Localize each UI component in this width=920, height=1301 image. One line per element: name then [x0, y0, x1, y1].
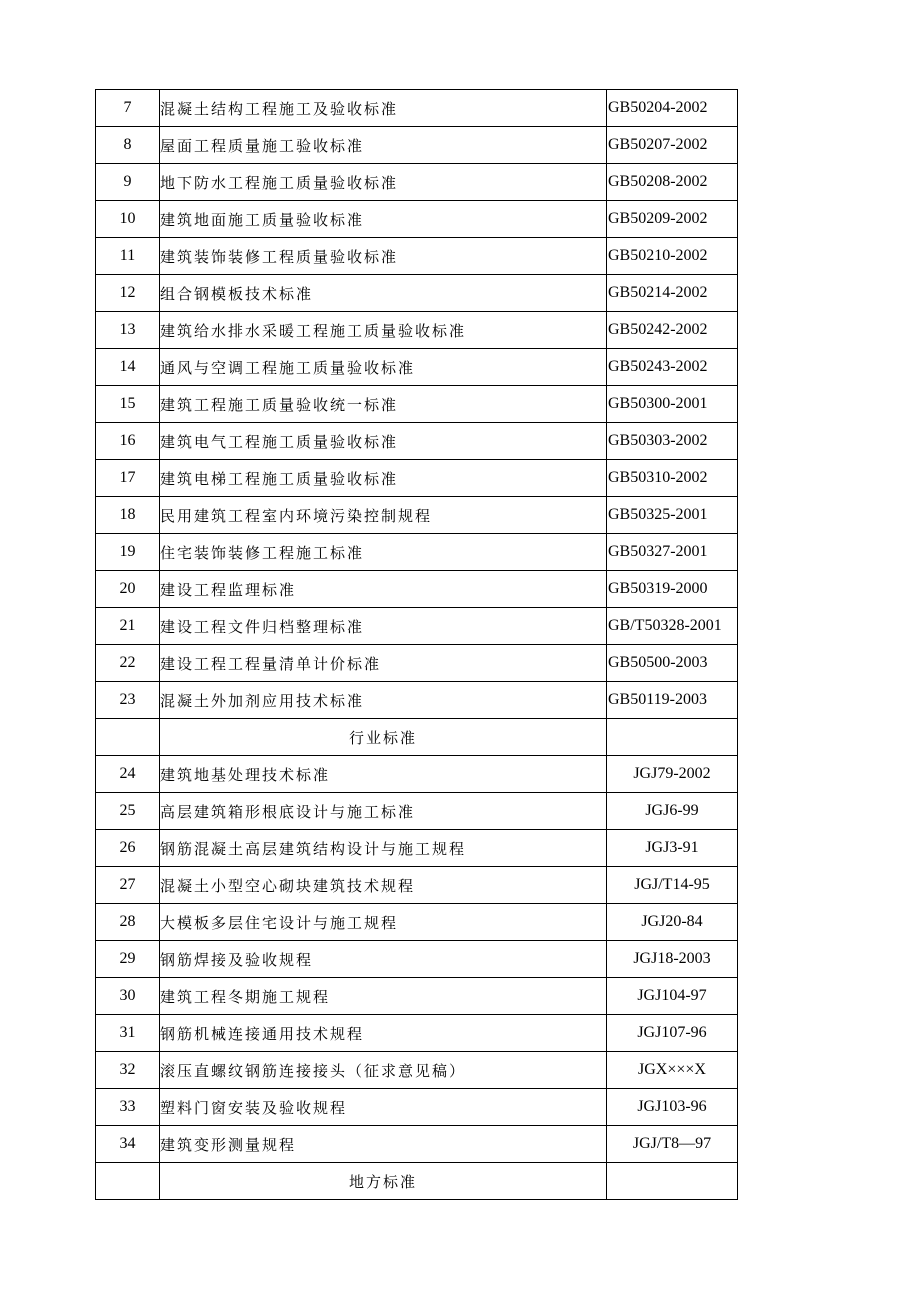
- standard-code: JGJ103-96: [607, 1089, 738, 1126]
- standard-code: JGJ/T8—97: [607, 1126, 738, 1163]
- table-row: [96, 867, 738, 904]
- row-number: 21: [96, 608, 160, 645]
- standard-code: GB50500-2003: [607, 645, 738, 682]
- standard-code: GB50204-2002: [607, 90, 738, 127]
- table-row: [96, 1015, 738, 1052]
- row-number: 16: [96, 423, 160, 460]
- row-number: 31: [96, 1015, 160, 1052]
- row-number: 13: [96, 312, 160, 349]
- row-number: 10: [96, 201, 160, 238]
- standard-name: 建筑装饰装修工程质量验收标准: [160, 238, 607, 275]
- row-number: 25: [96, 793, 160, 830]
- table-row: [96, 830, 738, 867]
- standard-code: GB50208-2002: [607, 164, 738, 201]
- row-number: 17: [96, 460, 160, 497]
- table-row: [96, 571, 738, 608]
- standard-name: 混凝土结构工程施工及验收标准: [160, 90, 607, 127]
- row-number: 7: [96, 90, 160, 127]
- table-row: [96, 497, 738, 534]
- standard-name: 建筑工程施工质量验收统一标准: [160, 386, 607, 423]
- standard-name: 建筑变形测量规程: [160, 1126, 607, 1163]
- table-row: [96, 238, 738, 275]
- standard-name: 建筑地面施工质量验收标准: [160, 201, 607, 238]
- standard-code: JGJ107-96: [607, 1015, 738, 1052]
- standard-name: 屋面工程质量施工验收标准: [160, 127, 607, 164]
- standard-name: 组合钢模板技术标准: [160, 275, 607, 312]
- table-row: [96, 534, 738, 571]
- table-row: [96, 793, 738, 830]
- standard-name: 地下防水工程施工质量验收标准: [160, 164, 607, 201]
- standard-code: GB50243-2002: [607, 349, 738, 386]
- table-row: [96, 164, 738, 201]
- standard-code: GB50327-2001: [607, 534, 738, 571]
- section-code-cell: [607, 1163, 738, 1200]
- row-number: 33: [96, 1089, 160, 1126]
- standard-name: 建筑电梯工程施工质量验收标准: [160, 460, 607, 497]
- row-number: 11: [96, 238, 160, 275]
- row-number: 26: [96, 830, 160, 867]
- row-number: 30: [96, 978, 160, 1015]
- table-row: [96, 904, 738, 941]
- row-number: 28: [96, 904, 160, 941]
- standard-name: 住宅装饰装修工程施工标准: [160, 534, 607, 571]
- standard-name: 通风与空调工程施工质量验收标准: [160, 349, 607, 386]
- standard-code: JGJ6-99: [607, 793, 738, 830]
- table-row: [96, 608, 738, 645]
- row-number: 29: [96, 941, 160, 978]
- table-row: [96, 460, 738, 497]
- section-num-cell: [96, 719, 160, 756]
- table-row: [96, 1052, 738, 1089]
- local-section: [96, 1163, 738, 1200]
- row-number: 23: [96, 682, 160, 719]
- standard-name: 建设工程工程量清单计价标准: [160, 645, 607, 682]
- section-code-cell: [607, 719, 738, 756]
- standard-code: JGJ18-2003: [607, 941, 738, 978]
- row-number: 27: [96, 867, 160, 904]
- table-row: [96, 1126, 738, 1163]
- standard-name: 高层建筑箱形根底设计与施工标准: [160, 793, 607, 830]
- row-number: 22: [96, 645, 160, 682]
- standard-name: 钢筋混凝土高层建筑结构设计与施工规程: [160, 830, 607, 867]
- standard-code: GB50319-2000: [607, 571, 738, 608]
- table-row: [96, 312, 738, 349]
- row-number: 8: [96, 127, 160, 164]
- standard-code: GB50209-2002: [607, 201, 738, 238]
- standard-code: GB50214-2002: [607, 275, 738, 312]
- table-row: [96, 941, 738, 978]
- table-row: [96, 201, 738, 238]
- standard-code: JGJ3-91: [607, 830, 738, 867]
- section-row-local: [96, 1163, 738, 1200]
- standard-name: 建筑地基处理技术标准: [160, 756, 607, 793]
- standard-name: 建筑工程冬期施工规程: [160, 978, 607, 1015]
- standard-name: 建筑电气工程施工质量验收标准: [160, 423, 607, 460]
- row-number: 24: [96, 756, 160, 793]
- standard-name: 钢筋焊接及验收规程: [160, 941, 607, 978]
- section-row-industry: [96, 719, 738, 756]
- standard-name: 建设工程监理标准: [160, 571, 607, 608]
- industry-standards-rows: [96, 756, 738, 1163]
- table-row: [96, 349, 738, 386]
- standard-code: JGJ/T14-95: [607, 867, 738, 904]
- standard-code: GB50119-2003: [607, 682, 738, 719]
- standard-name: 建筑给水排水采暖工程施工质量验收标准: [160, 312, 607, 349]
- standard-code: JGJ20-84: [607, 904, 738, 941]
- section-title-industry: 行业标准: [160, 719, 607, 756]
- row-number: 9: [96, 164, 160, 201]
- standards-table: [95, 89, 738, 1200]
- table-row: [96, 386, 738, 423]
- row-number: 32: [96, 1052, 160, 1089]
- standard-code: GB50210-2002: [607, 238, 738, 275]
- table-row: [96, 127, 738, 164]
- table-row: [96, 1089, 738, 1126]
- section-title-local: 地方标准: [160, 1163, 607, 1200]
- standard-name: 滚压直螺纹钢筋连接接头（征求意见稿）: [160, 1052, 607, 1089]
- standard-code: GB50300-2001: [607, 386, 738, 423]
- table-row: [96, 645, 738, 682]
- row-number: 12: [96, 275, 160, 312]
- standard-name: 混凝土小型空心砌块建筑技术规程: [160, 867, 607, 904]
- standard-name: 混凝土外加剂应用技术标准: [160, 682, 607, 719]
- row-number: 14: [96, 349, 160, 386]
- standard-code: JGX×××X: [607, 1052, 738, 1089]
- table-row: [96, 978, 738, 1015]
- table-row: [96, 90, 738, 127]
- industry-section: [96, 719, 738, 756]
- row-number: 15: [96, 386, 160, 423]
- standard-code: GB50303-2002: [607, 423, 738, 460]
- table-row: [96, 423, 738, 460]
- standard-name: 塑料门窗安装及验收规程: [160, 1089, 607, 1126]
- standard-code: GB50310-2002: [607, 460, 738, 497]
- standard-name: 民用建筑工程室内环境污染控制规程: [160, 497, 607, 534]
- standard-code: GB50325-2001: [607, 497, 738, 534]
- standard-code: JGJ104-97: [607, 978, 738, 1015]
- standard-code: JGJ79-2002: [607, 756, 738, 793]
- table-row: [96, 275, 738, 312]
- table-row: [96, 682, 738, 719]
- standard-name: 钢筋机械连接通用技术规程: [160, 1015, 607, 1052]
- standard-code: GB50207-2002: [607, 127, 738, 164]
- row-number: 19: [96, 534, 160, 571]
- standard-name: 大模板多层住宅设计与施工规程: [160, 904, 607, 941]
- standard-code: GB/T50328-2001: [607, 608, 738, 645]
- section-num-cell: [96, 1163, 160, 1200]
- row-number: 18: [96, 497, 160, 534]
- standard-name: 建设工程文件归档整理标准: [160, 608, 607, 645]
- standard-code: GB50242-2002: [607, 312, 738, 349]
- row-number: 34: [96, 1126, 160, 1163]
- table-row: [96, 756, 738, 793]
- row-number: 20: [96, 571, 160, 608]
- national-standards-rows: [96, 90, 738, 719]
